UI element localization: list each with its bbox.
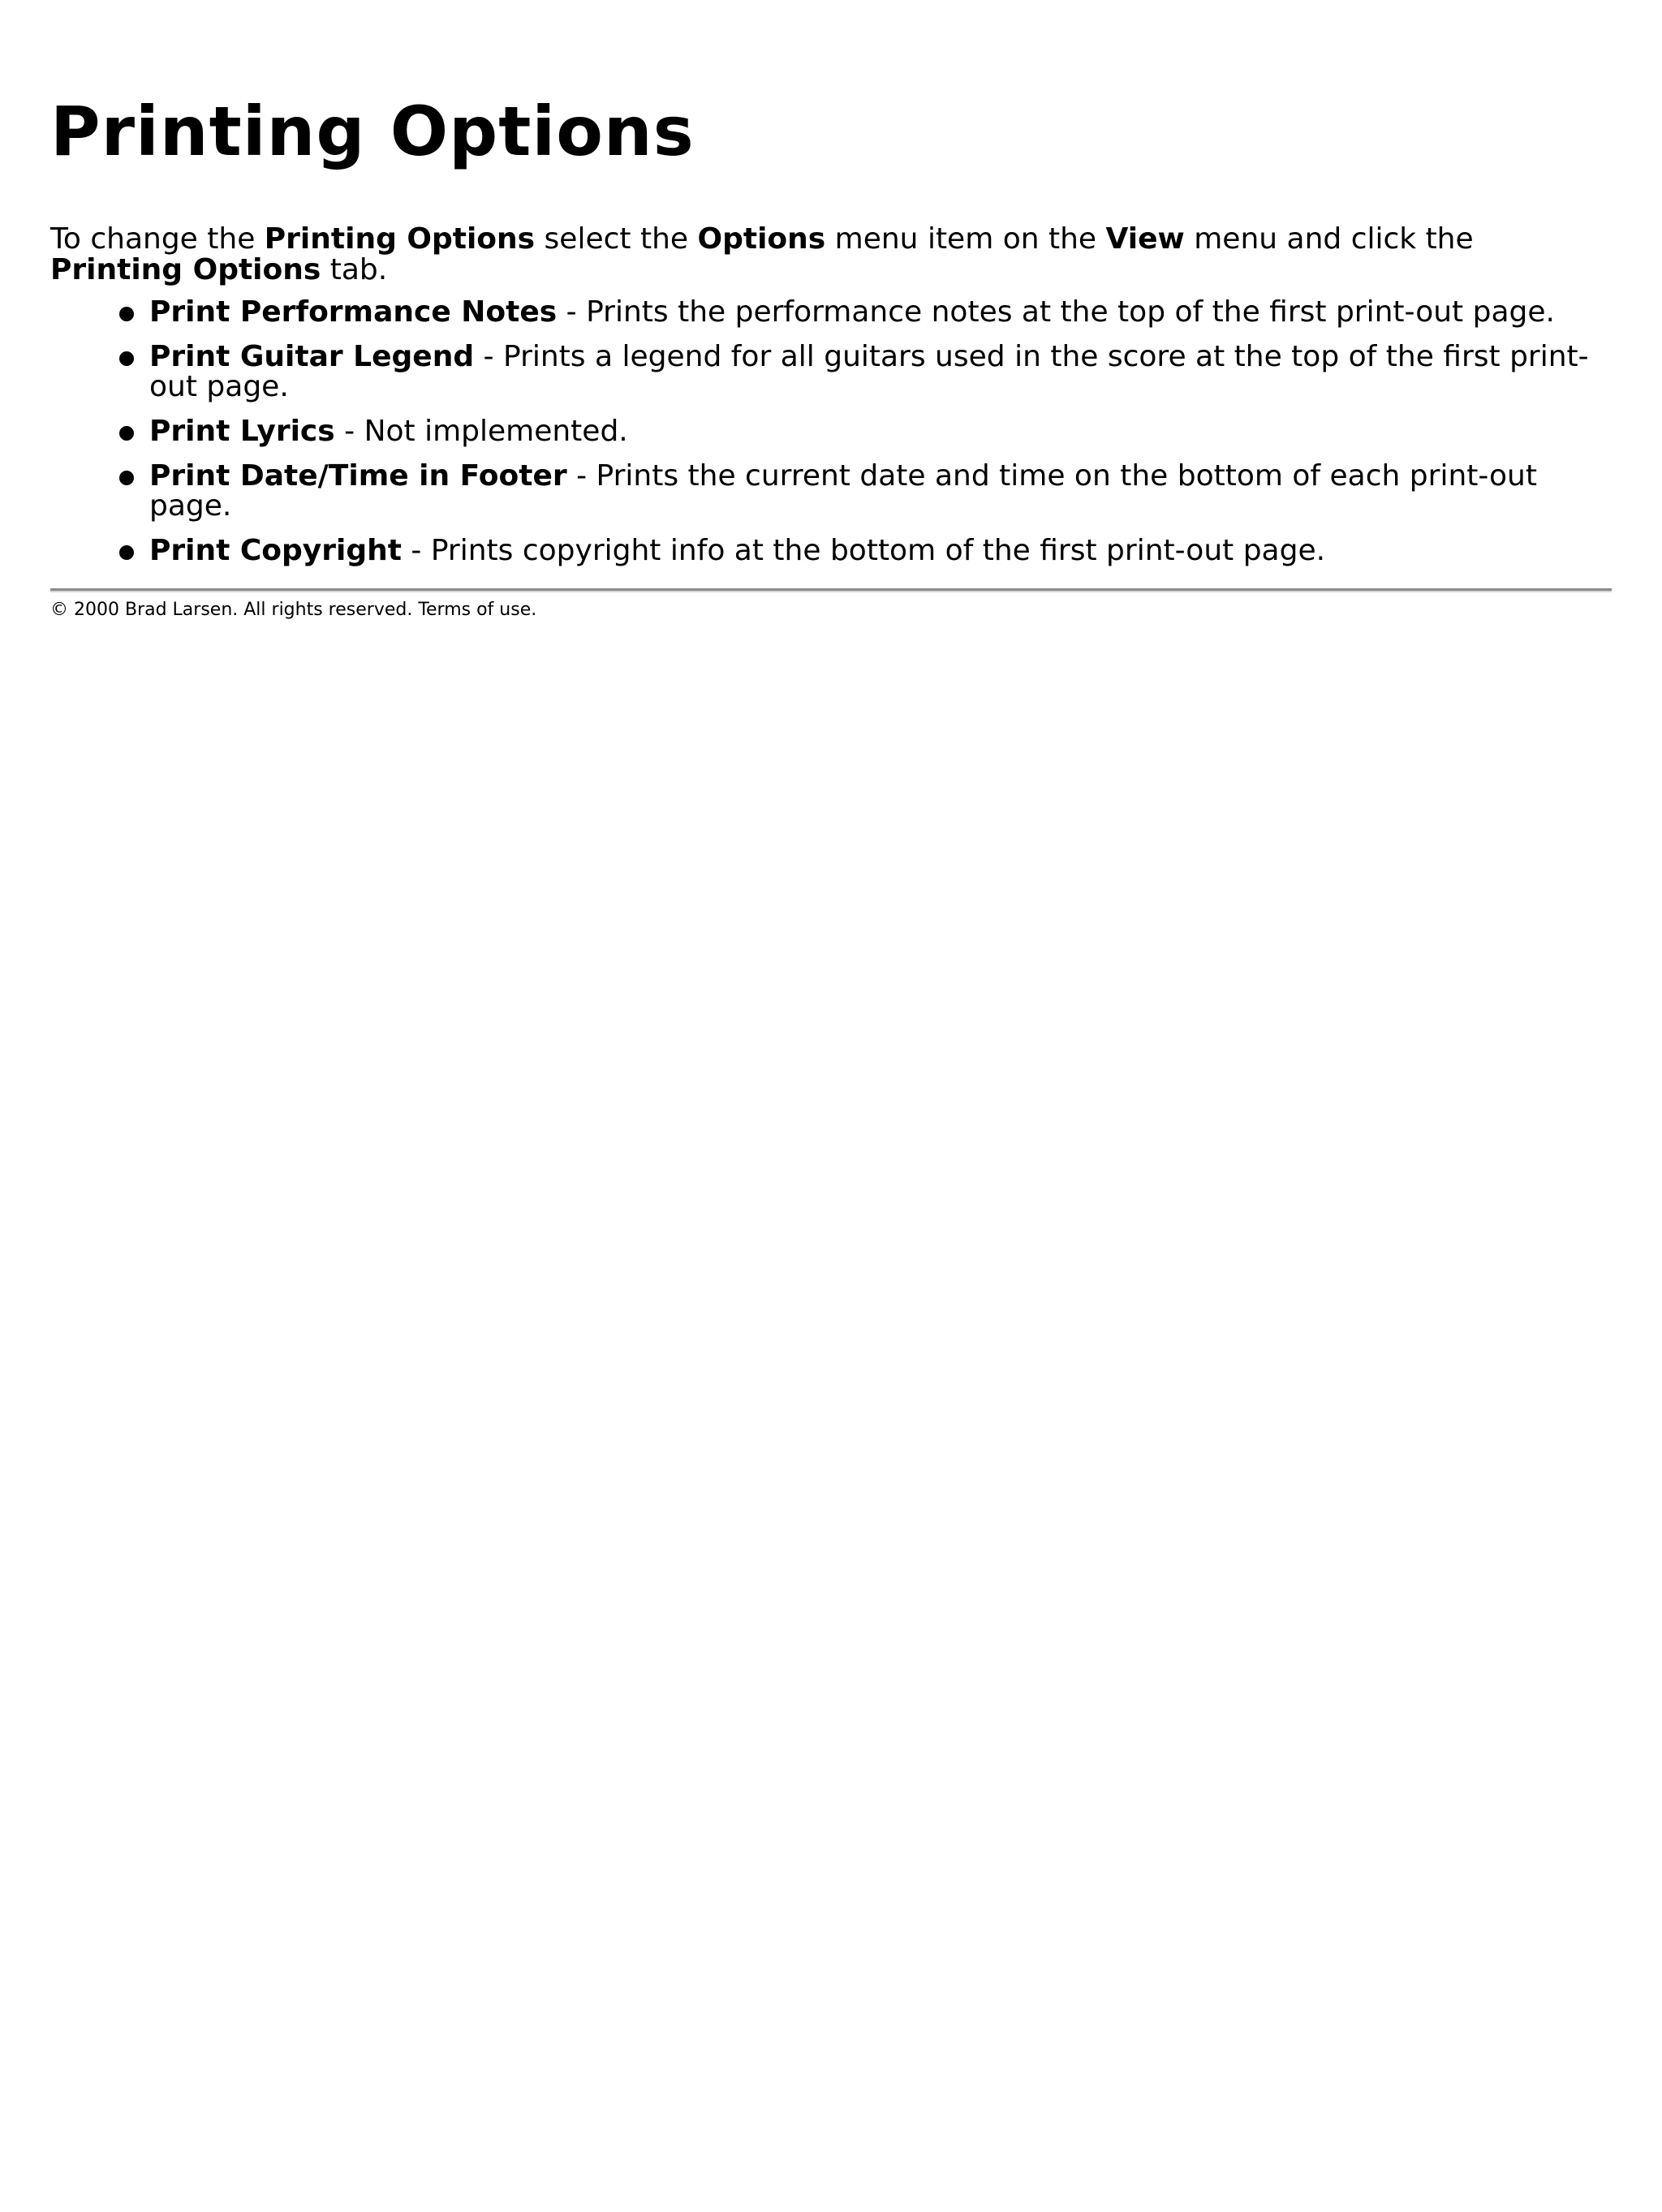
bullet-icon [119,351,134,366]
intro-text-3: menu item on the [825,222,1106,256]
option-description: - Prints the performance notes at the top of the first print-out page. [557,295,1555,329]
list-item [149,416,1612,446]
list-item [149,461,1612,521]
list-item [149,297,1612,327]
document-page [50,0,1612,622]
option-name: Print Lyrics [149,415,335,448]
intro-text-4: menu and click the [1184,222,1474,256]
intro-bold-printing-options-tab: Printing Options [50,253,321,286]
bullet-icon [119,307,134,321]
option-name: Print Copyright [149,534,402,567]
horizontal-rule [50,588,1612,592]
bullet-icon [119,545,134,560]
intro-text-1: To change the [50,222,265,256]
options-list [50,297,1612,566]
footer-copyright: © 2000 Brad Larsen. All rights reserved. Terms of use. [50,600,537,620]
intro-text-5: tab. [321,253,388,286]
option-description: - Not implemented. [334,415,628,448]
bullet-icon [119,471,134,485]
intro-text-2: select the [535,222,698,256]
option-name: Print Guitar Legend [149,340,475,373]
list-item [149,536,1612,566]
intro-bold-view: View [1105,222,1185,256]
intro-paragraph [50,224,1612,286]
intro-bold-printing-options: Printing Options [264,222,536,256]
page-title: Printing Options [50,92,695,171]
option-description: - Prints copyright info at the bottom of the first print-out page. [401,534,1326,567]
bullet-icon [119,426,134,441]
option-name: Print Date/Time in Footer [149,459,567,493]
list-item [149,342,1612,402]
option-description: - Prints a legend for all guitars used in the score at the top of the first print-out page. [149,340,1589,403]
option-description: - Prints the current date and time on the bottom of each print-out page. [149,459,1537,523]
intro-bold-options: Options [697,222,826,256]
option-name: Print Performance Notes [149,295,558,329]
